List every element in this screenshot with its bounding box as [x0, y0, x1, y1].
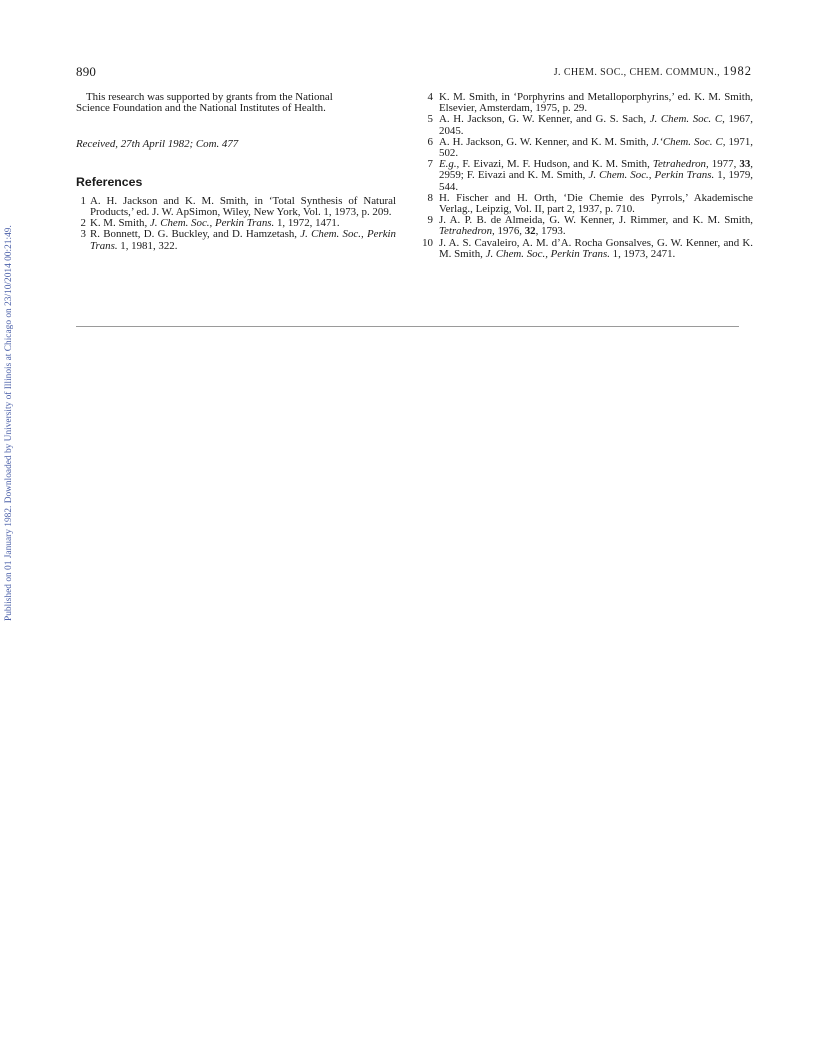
reference-authors: F. Eivazi, M. F. Hudson, and K. M. Smith,: [459, 158, 653, 171]
reference-item: [421, 238, 753, 260]
reference-citation: 1967, 2045.: [439, 113, 753, 137]
reference-volume: 32: [524, 225, 536, 238]
reference-citation: 1971, 502.: [439, 135, 753, 160]
reference-list-right: [421, 92, 753, 260]
reference-authors: J. A. S. Cavaleiro, A. M. d’A. Rocha Gonsalves, G. W. Kenner, and K. M. Smith,: [439, 236, 753, 260]
reference-item: [421, 159, 753, 193]
reference-journal: J. Chem. Soc. C,: [649, 113, 725, 126]
reference-item: [76, 229, 396, 251]
reference-list-left: [76, 196, 396, 252]
reference-number: 1: [80, 194, 86, 207]
reference-number: 8: [427, 191, 433, 204]
reference-citation: 1, 1981, 322.: [117, 239, 178, 252]
reference-text: K. M. Smith, in ‘Porphyrins and Metalloporphyrins,’ ed. K. M. Smith, Elsevier, Amsterdam, 1975, p. 29.: [439, 91, 753, 115]
reference-number: 9: [427, 214, 433, 227]
journal-name: J. CHEM. SOC., CHEM. COMMUN.,: [553, 67, 721, 78]
reference-journal: J. Chem. Soc., Perkin Trans.: [588, 169, 715, 182]
left-column: [76, 92, 396, 252]
references-heading: References: [76, 174, 143, 189]
journal-year: 1982: [723, 64, 752, 78]
reference-item: [421, 92, 753, 114]
running-head: [554, 64, 752, 79]
reference-eg: E.g.,: [439, 158, 460, 171]
received-date: Received, 27th April 1982; Com. 477: [76, 138, 239, 151]
reference-citation: , 1793.: [535, 225, 566, 238]
reference-number: 4: [427, 91, 433, 103]
reference-number: 10: [422, 236, 433, 249]
reference-item: [421, 215, 753, 237]
reference-authors: A. H. Jackson, G. W. Kenner, and K. M. Smith,: [439, 135, 652, 148]
reference-authors: K. M. Smith,: [90, 217, 150, 230]
reference-journal: J. Chem. Soc., Perkin Trans.: [90, 228, 397, 252]
reference-citation: 1976,: [494, 225, 525, 238]
reference-item: [421, 193, 753, 215]
reference-citation: 1, 1972, 1471.: [274, 217, 340, 230]
reference-journal: J. Chem. Soc., Perkin Trans.: [149, 217, 275, 230]
reference-number: 7: [427, 158, 433, 171]
reference-journal: Tetrahedron,: [439, 225, 495, 238]
right-column: [421, 92, 753, 260]
reference-authors: J. A. P. B. de Almeida, G. W. Kenner, J. Rimmer, and K. M. Smith,: [439, 214, 753, 227]
reference-item: [76, 196, 396, 218]
reference-citation: 1977,: [708, 158, 740, 171]
reference-number: 2: [80, 217, 86, 230]
reference-number: 5: [427, 113, 433, 126]
reference-authors: R. Bonnett, D. G. Buckley, and D. Hamzetash,: [90, 228, 301, 241]
reference-number: 6: [427, 135, 433, 148]
reference-citation: , 2959; F. Eivazi and K. M. Smith,: [439, 158, 753, 182]
download-watermark: Published on 01 January 1982. Downloaded by University of Illinois at Chicago on 23/10/2014 00:21:49.: [4, 225, 14, 621]
reference-citation: 1, 1979, 544.: [439, 169, 753, 193]
reference-number: 3: [80, 228, 86, 241]
reference-authors: A. H. Jackson, G. W. Kenner, and G. S. Sach,: [439, 113, 650, 126]
page-divider: [76, 326, 739, 327]
acknowledgement-line-2: Science Foundation and the National Institutes of Health.: [76, 102, 326, 115]
reference-volume: 33: [739, 158, 751, 171]
reference-text: H. Fischer and H. Orth, ‘Die Chemie des Pyrrols,’ Akademische Verlag., Leipzig, Vol. II, part 2, 1937, p. 710.: [439, 191, 753, 216]
reference-item: [421, 137, 753, 159]
reference-journal: Tetrahedron,: [652, 158, 709, 171]
reference-citation: 1, 1973, 2471.: [609, 247, 676, 260]
reference-journal: J.‘Chem. Soc. C,: [651, 135, 726, 148]
page-number: 890: [76, 64, 97, 79]
reference-item: [421, 114, 753, 136]
acknowledgement-line-1: This research was supported by grants from the National: [86, 91, 333, 103]
reference-text: A. H. Jackson and K. M. Smith, in ‘Total Synthesis of Natural Products,’ ed. J. W. ApSimon, Wiley, New York, Vol. 1, 1973, p. 209.: [90, 194, 396, 219]
reference-journal: J. Chem. Soc., Perkin Trans.: [485, 247, 610, 260]
